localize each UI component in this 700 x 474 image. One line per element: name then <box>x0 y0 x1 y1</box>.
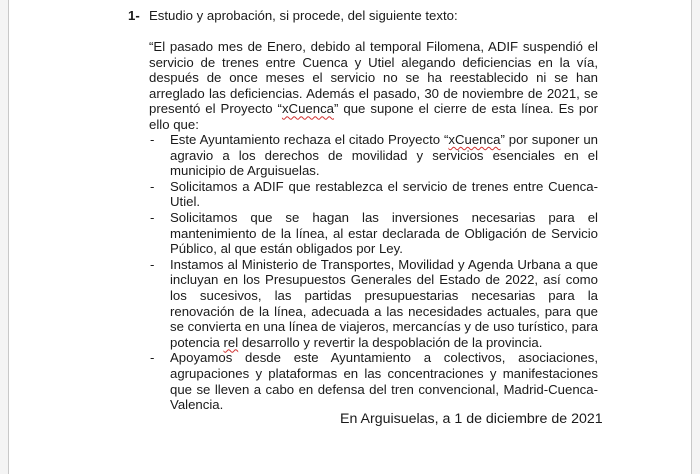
quote-text-2: ” que supone el cierre de esta línea. Es por ello que: <box>149 101 598 132</box>
bullet-dash: - <box>150 132 155 147</box>
bullet-text-after: desarrollo y revertir la despoblación de la provincia. <box>238 334 543 350</box>
bullet-item <box>149 210 598 257</box>
quote-text-1: “El pasado mes de Enero, debido al temporal Filomena, ADIF suspendió el servicio de trenes entre Cuenca y Utiel alegando deficiencias en la vía, después de once meses el servicio no se ha reestablecido ni se han arreglado las deficiencias. Además el pasado, 30 de noviembre de 2021, se presentó el Proyecto “ <box>149 39 598 117</box>
bullet-item <box>149 257 598 351</box>
bullet-text: Solicitamos a ADIF que restablezca el servicio de trenes entre Cuenca-Utiel. <box>170 178 598 210</box>
motion-bullet-list <box>149 132 598 413</box>
bullet-text: Instamos al Ministerio de Transportes, Movilidad y Agenda Urbana a que incluyan en los Presupuestos Generales del Estado de 2022, así como los sucesivos, las partidas presupuestarias necesarias para la renovación de la línea, adecuada a las necesidades actuales, para que se convierta en una línea de viajeros, mercancías y de uso turístico, para potencia <box>170 256 598 350</box>
bullet-dash: - <box>150 178 155 194</box>
bullet-item <box>149 132 598 179</box>
bullet-text-after: ” por suponer un agravio a los derechos de movilidad y servicios esenciales en el municipio de Arguisuelas. <box>170 132 598 179</box>
bullet-dash: - <box>150 209 155 225</box>
signature-line: En Arguisuelas, a 1 de diciembre de 2021 <box>340 411 603 427</box>
bullet-text: Este Ayuntamiento rechaza el citado Proyecto “ <box>170 132 449 147</box>
agenda-item-number: 1- <box>128 8 140 23</box>
spellcheck-flagged-word[interactable]: xCuenca <box>448 132 501 147</box>
bullet-item <box>149 350 598 412</box>
bullet-item <box>149 179 598 210</box>
spellcheck-flagged-word[interactable]: xCuenca <box>281 101 335 117</box>
bullet-dash: - <box>150 350 155 366</box>
quote-paragraph <box>149 39 598 133</box>
motion-quote <box>149 39 598 133</box>
bullet-text: Apoyamos desde este Ayuntamiento a colectivos, asociaciones, agrupaciones y plataformas en las concentraciones y manifestaciones que se lleven a cabo en defensa del tren convencional, Madrid-Cuenca-Valencia. <box>170 350 598 413</box>
bullet-text: Solicitamos que se hagan las inversiones necesarias para el mantenimiento de la línea, al estar declarada de Obligación de Servicio Público, al que están obligados por Ley. <box>170 209 598 257</box>
agenda-item-title: Estudio y aprobación, si procede, del siguiente texto: <box>149 8 458 23</box>
document-page <box>8 0 692 474</box>
bullet-dash: - <box>150 256 155 272</box>
spellcheck-flagged-word[interactable]: rel <box>223 334 239 350</box>
